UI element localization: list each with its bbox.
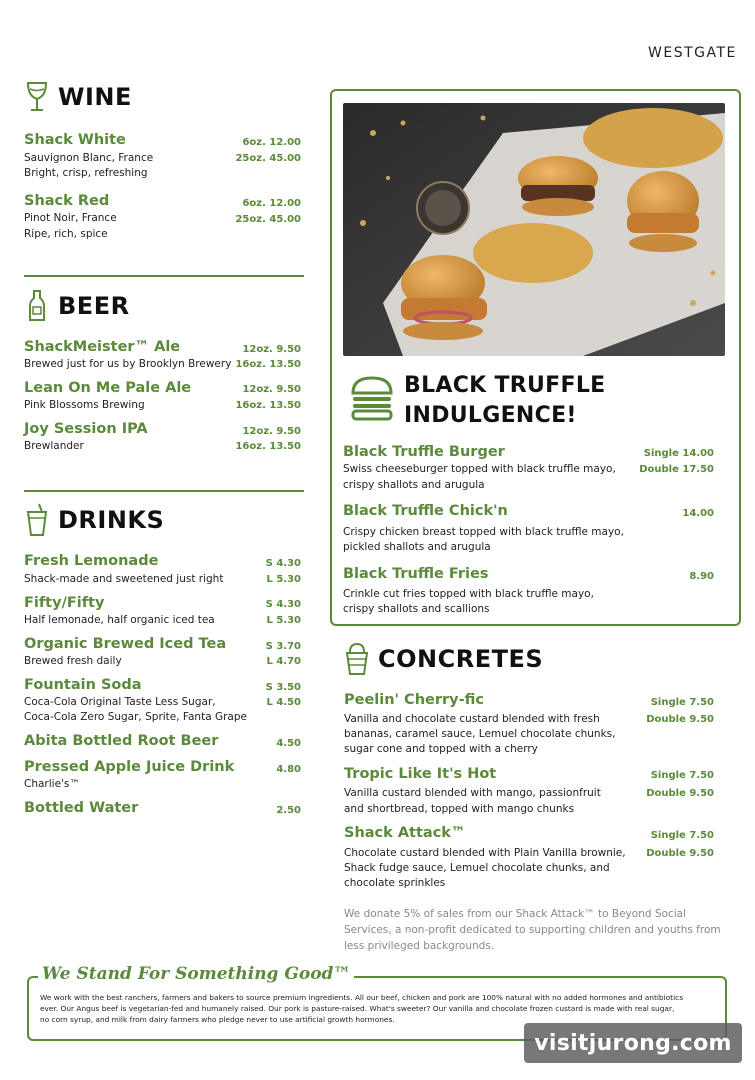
menu-item-price: S 3.50 <box>265 682 301 693</box>
menu-item-price: 2.50 <box>276 805 301 816</box>
menu-item-price: Single 7.50 <box>650 830 714 841</box>
menu-item-desc: sugar cone and topped with a cherry <box>344 743 538 755</box>
menu-item-price: Double 9.50 <box>646 714 714 725</box>
values-title: We Stand For Something Good™ <box>38 964 354 984</box>
menu-item-name: Organic Brewed Iced Tea <box>24 636 227 652</box>
wine-section-header <box>24 80 132 114</box>
menu-item-price: S 4.30 <box>265 558 301 569</box>
watermark: visitjurong.com <box>524 1023 742 1063</box>
menu-item-name: Fifty/Fifty <box>24 595 105 611</box>
feature-title-line2: INDULGENCE! <box>404 403 577 428</box>
menu-item-desc: Charlie's™ <box>24 778 80 790</box>
feature-title-line1: BLACK TRUFFLE <box>404 373 606 398</box>
menu-item-desc: Bright, crisp, refreshing <box>24 167 148 179</box>
values-text <box>40 992 720 1025</box>
menu-item-desc: Coca-Cola Zero Sugar, Sprite, Fanta Grape <box>24 711 247 723</box>
menu-item-desc: Pinot Noir, France <box>24 212 117 224</box>
menu-item-price: Single 7.50 <box>650 770 714 781</box>
donation-note: We donate 5% of sales from our Shack Attack™ to Beyond Social <box>344 908 686 920</box>
menu-item-name: Fresh Lemonade <box>24 553 159 569</box>
values-line: We work with the best ranchers, farmers and bakers to source premium ingredients. All our beef, chicken and pork are 100% natural with no added hormones and antibiotics <box>40 993 684 1002</box>
menu-item-price: S 3.70 <box>265 641 301 652</box>
menu-item-desc: Vanilla custard blended with mango, passionfruit <box>344 787 601 799</box>
menu-item-desc: Brewed just for us by Brooklyn Brewery <box>24 358 232 370</box>
values-line: ever. Our Angus beef is vegetarian-fed and humanely raised. Our pork is pasture-raised. What's sweeter? Our vanilla and chocolate frozen custard is made with real sugar, <box>40 1004 675 1013</box>
menu-item-price: L 4.70 <box>266 656 301 667</box>
donation-note: Services, a non-profit dedicated to supporting children and youths from <box>344 924 721 936</box>
menu-item-price: 14.00 <box>682 508 714 519</box>
menu-item-desc: crispy shallots and arugula <box>343 479 485 491</box>
wine-glass-icon <box>24 80 50 114</box>
menu-item-price: 6oz. 12.00 <box>242 198 301 209</box>
section-divider <box>24 490 304 492</box>
menu-item-price: 25oz. 45.00 <box>235 153 301 164</box>
menu-item-price: 12oz. 9.50 <box>242 426 301 437</box>
menu-item-price: 4.80 <box>276 764 301 775</box>
food-photo-illustration <box>343 103 725 356</box>
menu-item-name: Shack White <box>24 132 126 148</box>
menu-item-price: Double 9.50 <box>646 848 714 859</box>
menu-item-name: Black Truffle Fries <box>343 566 489 582</box>
menu-item-name: Tropic Like It's Hot <box>344 766 497 782</box>
drinks-title: DRINKS <box>58 506 165 534</box>
menu-item-name: Lean On Me Pale Ale <box>24 380 192 396</box>
burger-icon-wrap <box>350 375 394 427</box>
food-photo <box>343 103 725 356</box>
menu-item-desc: Swiss cheeseburger topped with black truffle mayo, <box>343 463 616 475</box>
menu-item-desc: Chocolate custard blended with Plain Vanilla brownie, <box>344 847 626 859</box>
menu-item-price: 4.50 <box>276 738 301 749</box>
beer-title: BEER <box>58 292 130 320</box>
menu-item-desc: bananas, caramel sauce, Lemuel chocolate chunks, <box>344 728 616 740</box>
drink-cup-icon <box>24 503 50 537</box>
menu-item-price: S 4.30 <box>265 599 301 610</box>
menu-item-desc: Shack fudge sauce, Lemuel chocolate chunks, and <box>344 862 610 874</box>
values-line: no corn syrup, and milk from dairy farmers who pledge never to use artificial growth hormones. <box>40 1015 395 1024</box>
menu-item-price: Single 7.50 <box>650 697 714 708</box>
menu-item-price: 16oz. 13.50 <box>235 359 301 370</box>
menu-item-desc: Ripe, rich, spice <box>24 228 108 240</box>
menu-item-desc: Crinkle cut fries topped with black truffle mayo, <box>343 588 594 600</box>
menu-item-price: L 5.30 <box>266 615 301 626</box>
menu-item-name: Black Truffle Burger <box>343 444 505 460</box>
menu-item-price: L 5.30 <box>266 574 301 585</box>
menu-item-name: Abita Bottled Root Beer <box>24 733 219 749</box>
menu-item-desc: Brewed fresh daily <box>24 655 122 667</box>
drinks-section-header <box>24 503 164 537</box>
menu-item-price: 16oz. 13.50 <box>235 441 301 452</box>
beer-bottle-icon <box>24 289 50 323</box>
menu-item-price: L 4.50 <box>266 697 301 708</box>
menu-item-price: 12oz. 9.50 <box>242 384 301 395</box>
wine-title: WINE <box>58 83 132 111</box>
menu-item-price: Double 17.50 <box>639 464 714 475</box>
menu-item-desc: Vanilla and chocolate custard blended with fresh <box>344 713 600 725</box>
menu-item-desc: crispy shallots and scallions <box>343 603 490 615</box>
menu-item-desc: Half lemonade, half organic iced tea <box>24 614 215 626</box>
menu-item-price: Double 9.50 <box>646 788 714 799</box>
menu-item-desc: and shortbread, topped with mango chunks <box>344 803 575 815</box>
concrete-cup-icon <box>344 642 370 676</box>
menu-item-desc: Brewlander <box>24 440 84 452</box>
menu-item-desc: Coca-Cola Original Taste Less Sugar, <box>24 696 216 708</box>
beer-section-header <box>24 289 130 323</box>
donation-note: less privileged backgrounds. <box>344 940 495 952</box>
menu-item-name: ShackMeister™ Ale <box>24 339 181 355</box>
menu-item-name: Bottled Water <box>24 800 139 816</box>
concretes-title: CONCRETES <box>378 645 544 673</box>
menu-item-price: 6oz. 12.00 <box>242 137 301 148</box>
menu-item-name: Joy Session IPA <box>24 421 148 437</box>
menu-item-name: Fountain Soda <box>24 677 142 693</box>
menu-item-name: Pressed Apple Juice Drink <box>24 759 235 775</box>
menu-item-desc: Pink Blossoms Brewing <box>24 399 145 411</box>
burger-icon <box>350 375 394 423</box>
menu-item-desc: Crispy chicken breast topped with black truffle mayo, <box>343 526 624 538</box>
menu-item-price: Single 14.00 <box>643 448 714 459</box>
menu-item-name: Shack Red <box>24 193 110 209</box>
menu-item-name: Peelin' Cherry-fic <box>344 692 484 708</box>
menu-item-name: Black Truffle Chick'n <box>343 503 508 519</box>
menu-item-price: 8.90 <box>689 571 714 582</box>
menu-item-desc: Sauvignon Blanc, France <box>24 152 154 164</box>
menu-item-name: Shack Attack™ <box>344 825 466 841</box>
menu-item-desc: chocolate sprinkles <box>344 877 446 889</box>
menu-item-price: 16oz. 13.50 <box>235 400 301 411</box>
concretes-section-header <box>344 642 543 676</box>
menu-item-desc: Shack-made and sweetened just right <box>24 573 224 585</box>
location-label: WESTGATE <box>648 45 737 61</box>
section-divider <box>24 275 304 277</box>
menu-item-desc: pickled shallots and arugula <box>343 541 491 553</box>
menu-item-price: 12oz. 9.50 <box>242 344 301 355</box>
menu-item-price: 25oz. 45.00 <box>235 214 301 225</box>
